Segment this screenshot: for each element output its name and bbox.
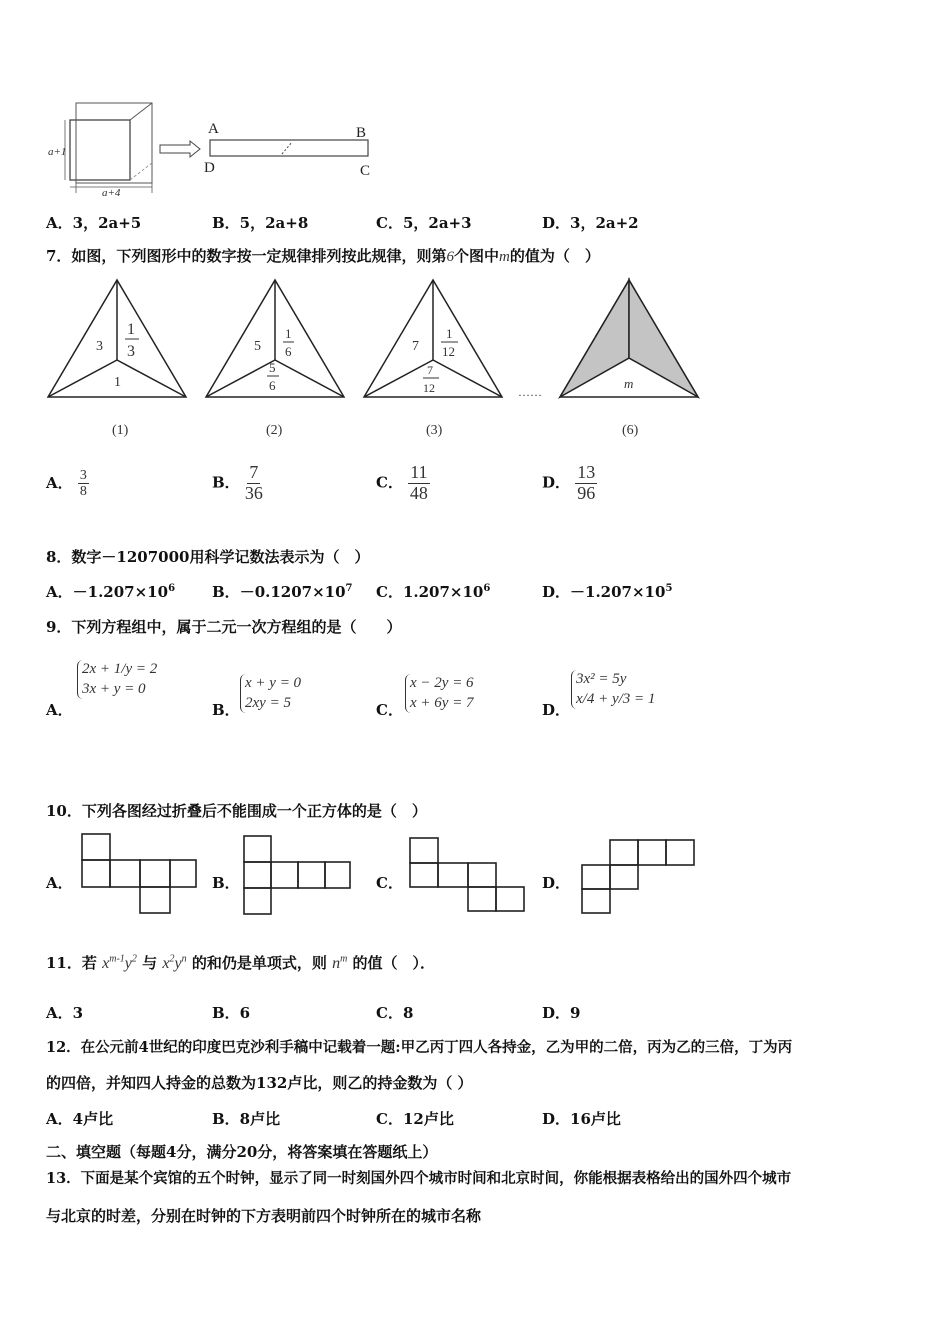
q9-option-d[interactable]: D． — [542, 701, 571, 719]
q7-caption-2: (2) — [266, 423, 283, 438]
q6-option-b[interactable]: B．5，2a+8 — [212, 214, 309, 232]
q9-system-c: x − 2y = 6 x + 6y = 7 — [405, 674, 474, 713]
svg-text:1: 1 — [127, 321, 135, 338]
q8-stem: 8．数字－1207000用科学记数法表示为（ ） — [46, 548, 370, 566]
q6-option-a[interactable]: A．3，2a+5 — [46, 214, 142, 232]
q10-net-b — [242, 834, 354, 916]
q7-stem: 7．如图，下列图形中的数字按一定规律排列按此规律，则第6个图中m的值为（ ） — [46, 247, 600, 265]
q7-figure — [40, 272, 710, 447]
q7-option-d[interactable]: D． $\frac{13}{96}$ — [542, 462, 596, 503]
q9-system-b: x + y = 0 2xy = 5 — [240, 674, 301, 713]
q7-dots: …… — [518, 385, 542, 399]
svg-text:1: 1 — [446, 326, 453, 341]
q10-net-d — [580, 838, 700, 916]
q12-option-a[interactable]: A．4卢比 — [46, 1110, 114, 1128]
svg-text:3: 3 — [127, 343, 135, 360]
q6-side-label: a+1 — [48, 146, 67, 158]
q6-option-d[interactable]: D．3，2a+2 — [542, 214, 639, 232]
q7-option-b[interactable]: B． $\frac{7}{36}$ — [212, 462, 263, 503]
q8-option-b[interactable]: B．$-0.1207\times 10^7$ — [212, 583, 353, 601]
q7-triangle-2 — [206, 280, 344, 438]
q11-option-d[interactable]: D．9 — [542, 1004, 581, 1022]
svg-text:7: 7 — [412, 339, 419, 354]
q9-option-a[interactable]: A． — [46, 701, 73, 719]
q8-option-c[interactable]: C．$1.207\times 10^6$ — [376, 583, 491, 601]
q7-triangle-6 — [560, 280, 698, 438]
svg-text:1: 1 — [285, 326, 292, 341]
q8-option-d[interactable]: D．$-1.207\times 10^5$ — [542, 583, 673, 601]
q10-option-d[interactable]: D． — [542, 874, 571, 892]
q12-option-b[interactable]: B．8卢比 — [212, 1110, 281, 1128]
q9-stem: 9．下列方程组中，属于二元一次方程组的是（ ） — [46, 618, 402, 636]
q7-caption-1: (1) — [112, 423, 129, 438]
q6-option-c[interactable]: C．5，2a+3 — [376, 214, 472, 232]
q9-system-d: 3x² = 5y x/4 + y/3 = 1 — [571, 670, 655, 709]
q12-stem-line1: 12．在公元前4世纪的印度巴克沙利手稿中记载着一题:甲乙丙丁四人各持金，乙为甲的二倍，丙为乙的三倍，丁为丙 — [46, 1039, 793, 1056]
section-2-title: 二、填空题（每题4分，满分20分，将答案填在答题纸上） — [46, 1143, 438, 1161]
q6-vertex-a: A — [208, 121, 219, 137]
q6-vertex-d: D — [204, 160, 215, 176]
q7-option-a[interactable]: A． $\frac{3}{8}$ — [46, 468, 87, 500]
q10-net-a — [80, 832, 200, 916]
q6-vertex-c: C — [360, 163, 371, 179]
svg-text:3: 3 — [96, 339, 103, 354]
q13-stem-line2: 与北京的时差，分别在时钟的下方表明前四个时钟所在的城市名称 — [46, 1207, 482, 1225]
svg-text:7: 7 — [427, 363, 433, 377]
q11-option-c[interactable]: C．8 — [376, 1004, 414, 1022]
svg-text:12: 12 — [423, 381, 435, 395]
q7-caption-3: (3) — [426, 423, 443, 438]
q12-option-c[interactable]: C．12卢比 — [376, 1110, 454, 1128]
svg-text:5: 5 — [269, 360, 276, 375]
q12-stem-line2: 的四倍，并知四人持金的总数为132卢比，则乙的持金数为（ ） — [46, 1074, 473, 1092]
q9-option-c[interactable]: C． — [376, 701, 403, 719]
q7-caption-6: (6) — [622, 423, 639, 438]
q10-option-c[interactable]: C． — [376, 874, 403, 892]
svg-text:12: 12 — [442, 344, 455, 359]
q12-option-d[interactable]: D．16卢比 — [542, 1110, 621, 1128]
q11-stem: 11．若 $x^{m-1}y^2$ 与 $x^2y^n$ 的和仍是单项式，则 $n^m$ 的值（ ）． — [46, 953, 436, 972]
svg-text:m: m — [624, 376, 634, 391]
q11-option-a[interactable]: A．3 — [46, 1004, 84, 1022]
q13-stem-line1: 13．下面是某个宾馆的五个时钟，显示了同一时刻国外四个城市时间和北京时间，你能根据表格给出的国外四个城市 — [46, 1170, 792, 1187]
svg-text:6: 6 — [285, 344, 292, 359]
q8-option-a[interactable]: A．$-1.207\times 10^6$ — [46, 583, 176, 601]
q6-vertex-b: B — [356, 125, 367, 141]
svg-text:6: 6 — [269, 378, 276, 393]
q11-option-b[interactable]: B．6 — [212, 1004, 251, 1022]
q7-triangle-3 — [364, 280, 502, 438]
q9-system-a: 2x + 1/y = 2 3x + y = 0 — [77, 660, 157, 699]
q10-option-a[interactable]: A． — [46, 874, 73, 892]
q7-triangle-1 — [48, 280, 186, 438]
q7-option-c[interactable]: C． $\frac{11}{48}$ — [376, 462, 428, 503]
q6-figure — [40, 95, 380, 200]
q10-net-c — [408, 836, 528, 914]
svg-text:5: 5 — [254, 339, 261, 354]
q10-option-b[interactable]: B． — [212, 874, 240, 892]
q9-option-b[interactable]: B． — [212, 701, 240, 719]
q6-bottom-label: a+4 — [102, 187, 121, 199]
svg-text:1: 1 — [114, 375, 121, 390]
q10-stem: 10．下列各图经过折叠后不能围成一个正方体的是（ ） — [46, 802, 427, 820]
